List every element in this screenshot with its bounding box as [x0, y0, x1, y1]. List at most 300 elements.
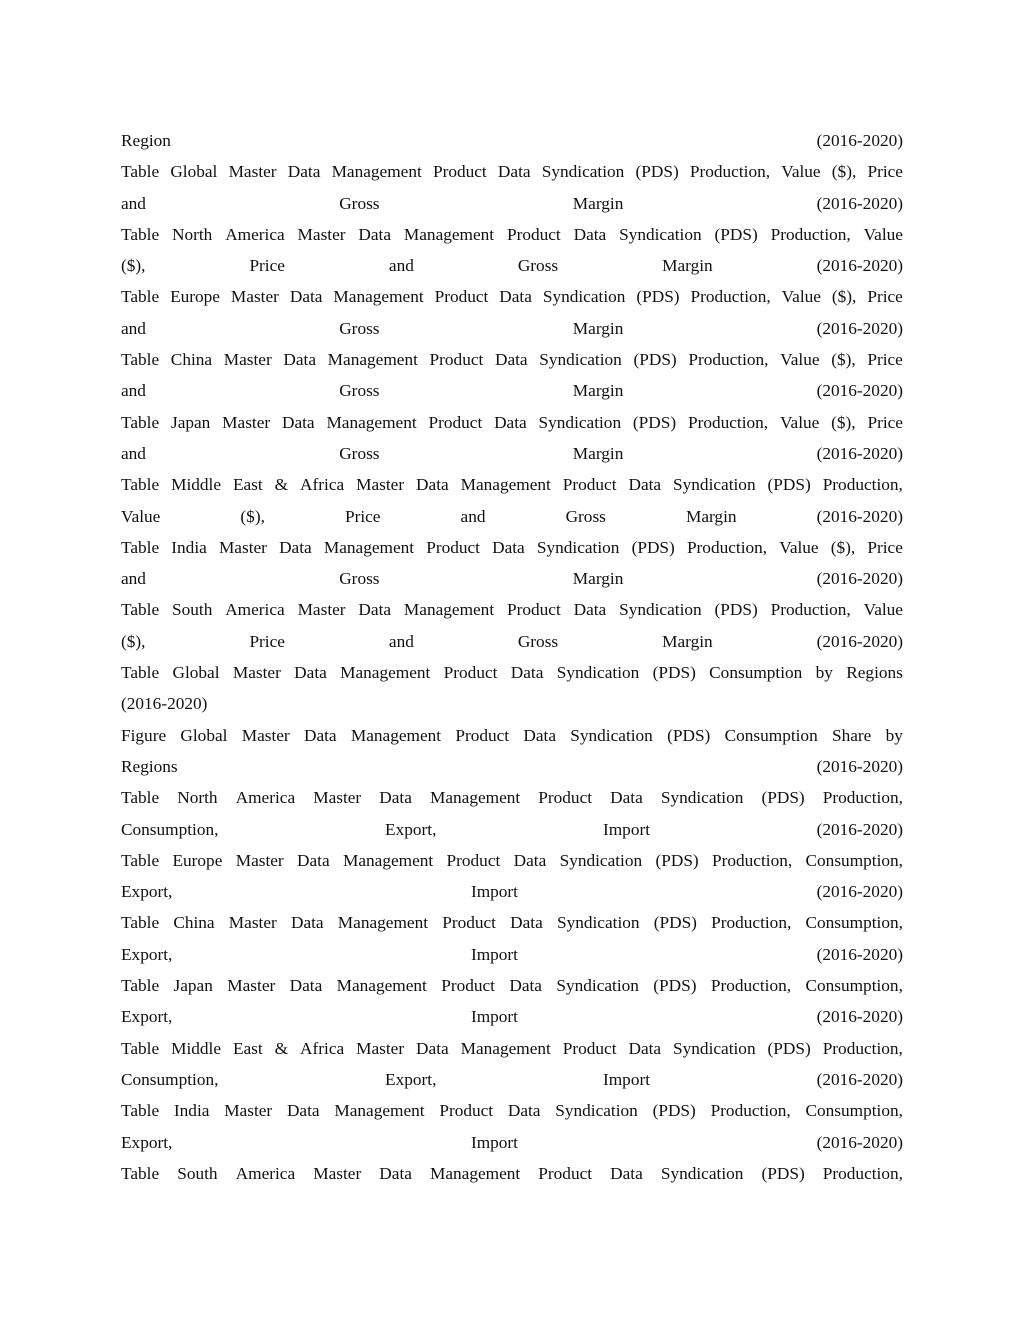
word: Data [497, 162, 531, 182]
word: Data [289, 976, 323, 996]
word: America [225, 600, 285, 620]
word: (2016-2020) [816, 381, 903, 401]
word: Table [121, 1038, 160, 1058]
word: Production, [689, 162, 771, 182]
word: Production, [687, 412, 769, 432]
word: Syndication [542, 287, 626, 307]
word: Africa [300, 1038, 345, 1058]
word: Consumption [709, 663, 803, 683]
word: (2016-2020) [816, 569, 903, 589]
word: Import [470, 1132, 518, 1152]
word: Gross [339, 569, 380, 589]
text-line [121, 594, 903, 625]
word: Price [867, 537, 903, 557]
word: Gross [339, 381, 380, 401]
word: Product [562, 1038, 617, 1058]
word: Gross [339, 318, 380, 338]
word: Product [538, 788, 593, 808]
word: Syndication [556, 976, 639, 996]
text-line [121, 688, 903, 719]
text-line [121, 970, 903, 1001]
word: Management [430, 1163, 521, 1183]
text-line [121, 375, 903, 406]
word: Export, [121, 1132, 173, 1152]
word: Global [170, 162, 218, 182]
word: (PDS) [636, 287, 680, 307]
word: Figure [121, 725, 167, 745]
word: Table [121, 1163, 160, 1183]
word: Management [326, 412, 417, 432]
word: America [235, 788, 296, 808]
text-line [121, 1064, 903, 1095]
text-line [121, 532, 903, 563]
word: Management [331, 162, 422, 182]
text-line [121, 939, 903, 970]
word: ($), [831, 412, 856, 432]
word: Data [628, 475, 662, 495]
word: Data [513, 850, 547, 870]
word: Data [286, 1101, 320, 1121]
word: Production, [770, 224, 851, 244]
word: Product [429, 350, 484, 370]
word: Management [350, 725, 442, 745]
word: Product [506, 224, 561, 244]
word: (PDS) [761, 1163, 805, 1183]
word: Share [831, 725, 872, 745]
word: Product [426, 537, 480, 557]
word: Master [241, 725, 290, 745]
word: Syndication [559, 850, 643, 870]
word: America [235, 1163, 296, 1183]
word: Table [121, 663, 160, 683]
word: Production, [822, 1163, 903, 1183]
word: Table [121, 913, 160, 933]
word: (2016-2020) [816, 131, 903, 150]
word: Japan [170, 412, 211, 432]
word: Data [416, 475, 449, 495]
word: Data [509, 976, 542, 996]
word: Master [297, 224, 346, 244]
text-line [121, 563, 903, 594]
word: & [274, 1038, 289, 1058]
word: Table [121, 537, 160, 557]
text-line [121, 313, 903, 344]
word: Table [121, 850, 160, 870]
word: Margin [662, 256, 713, 276]
word: Master [235, 850, 284, 870]
word: Margin [572, 193, 624, 213]
word: by [815, 663, 833, 683]
text-line [121, 876, 903, 907]
text-line [121, 1095, 903, 1126]
word: (PDS) [635, 162, 679, 182]
word: Table [121, 788, 160, 808]
word: Consumption, [805, 850, 903, 870]
word: Product [446, 850, 501, 870]
word: (PDS) [652, 663, 696, 683]
word: Master [223, 350, 272, 370]
word: Data [499, 287, 532, 307]
word: Syndication [619, 224, 702, 244]
word: Value [121, 506, 161, 526]
word: Value [781, 287, 821, 307]
word: Data [290, 913, 324, 933]
word: (PDS) [761, 788, 805, 808]
word: Gross [517, 631, 559, 651]
word: Management [334, 1101, 425, 1121]
word: Management [403, 600, 495, 620]
word: Product [428, 412, 483, 432]
word: Syndication [673, 1038, 756, 1058]
word: (PDS) [714, 224, 758, 244]
word: Master [218, 537, 267, 557]
word: Value [863, 224, 903, 244]
word: Master [232, 663, 281, 683]
word: ($), [121, 631, 146, 651]
word: (2016-2020) [816, 506, 903, 526]
word: Export, [385, 819, 437, 839]
word: Data [279, 537, 312, 557]
word: Price [344, 506, 381, 526]
word: Price [249, 256, 285, 276]
word: Syndication [556, 663, 640, 683]
word: Data [628, 1038, 662, 1058]
word: Import [602, 1069, 651, 1089]
word: Product [455, 725, 510, 745]
word: Table [121, 412, 160, 432]
word: Production, [822, 788, 903, 808]
word: Product [506, 600, 561, 620]
word: (2016-2020) [816, 443, 903, 463]
word: (2016-2020) [121, 694, 208, 714]
word: (2016-2020) [816, 1007, 903, 1027]
word: (PDS) [652, 1101, 696, 1121]
word: Product [432, 162, 487, 182]
word: Master [224, 1101, 273, 1121]
word: South [177, 1163, 218, 1183]
word: Global [180, 725, 228, 745]
word: Price [867, 162, 903, 182]
word: Syndication [570, 725, 653, 745]
word: Consumption [724, 725, 818, 745]
word: Export, [121, 944, 173, 964]
text-line [121, 1001, 903, 1032]
word: (2016-2020) [816, 1069, 903, 1089]
word: Middle [171, 475, 221, 495]
word: Gross [339, 193, 380, 213]
word: Region [121, 131, 171, 150]
text-line [121, 626, 903, 657]
text-line [121, 814, 903, 845]
word: Management [460, 475, 551, 495]
word: Management [342, 850, 434, 870]
word: and [121, 569, 146, 589]
text-line [121, 407, 903, 438]
word: Data [523, 725, 556, 745]
word: Gross [339, 443, 380, 463]
word: ($), [240, 506, 265, 526]
word: Data [303, 725, 337, 745]
word: Syndication [538, 412, 622, 432]
word: Management [460, 1038, 551, 1058]
word: Data [379, 788, 412, 808]
word: Value [779, 412, 820, 432]
word: & [274, 475, 289, 495]
word: and [121, 443, 146, 463]
word: (PDS) [767, 1038, 811, 1058]
word: Data [494, 412, 527, 432]
word: and [121, 381, 146, 401]
word: Product [434, 287, 489, 307]
word: North [177, 788, 218, 808]
word: Master [228, 162, 277, 182]
text-line [121, 156, 903, 187]
word: Consumption, [805, 976, 903, 996]
word: Price [867, 412, 903, 432]
word: (2016-2020) [816, 256, 903, 276]
word: Master [222, 412, 271, 432]
word: ($), [830, 537, 856, 557]
word: (2016-2020) [816, 819, 903, 839]
word: ($), [831, 287, 857, 307]
word: Data [416, 1038, 449, 1058]
word: Table [121, 224, 160, 244]
word: Data [610, 1163, 643, 1183]
word: Margin [572, 381, 624, 401]
word: Production, [686, 537, 768, 557]
word: Import [470, 944, 518, 964]
word: Management [327, 350, 418, 370]
text-line [121, 782, 903, 813]
word: Margin [572, 569, 624, 589]
word: Export, [121, 882, 173, 902]
word: (2016-2020) [816, 193, 903, 213]
word: East [232, 475, 263, 495]
word: Import [470, 1007, 518, 1027]
word: Data [287, 162, 321, 182]
word: Price [867, 350, 903, 370]
word: Data [507, 1101, 541, 1121]
word: Data [294, 663, 327, 683]
word: Table [121, 1101, 160, 1121]
word: Master [227, 976, 276, 996]
word: (PDS) [653, 976, 697, 996]
word: Margin [572, 318, 624, 338]
word: Data [283, 350, 317, 370]
word: Syndication [536, 537, 620, 557]
word: Regions [846, 663, 903, 683]
word: (PDS) [767, 475, 811, 495]
word: (2016-2020) [816, 631, 903, 651]
word: South [172, 600, 213, 620]
text-line [121, 344, 903, 375]
word: Consumption, [121, 819, 219, 839]
word: (2016-2020) [816, 882, 903, 902]
word: Margin [685, 506, 737, 526]
word: Management [337, 913, 429, 933]
text-line [121, 469, 903, 500]
word: (PDS) [653, 913, 697, 933]
word: Syndication [539, 350, 622, 370]
word: Europe [170, 287, 220, 307]
word: Table [121, 475, 160, 495]
text-line [121, 250, 903, 281]
word: Price [867, 287, 903, 307]
document-body [121, 125, 903, 1189]
word: Syndication [541, 162, 625, 182]
text-line [121, 281, 903, 312]
text-line [121, 438, 903, 469]
word: ($), [831, 350, 856, 370]
word: Gross [517, 256, 559, 276]
word: and [388, 256, 414, 276]
word: Product [562, 475, 617, 495]
word: (2016-2020) [816, 318, 903, 338]
word: ($), [831, 162, 857, 182]
word: Production, [711, 913, 792, 933]
word: Japan [173, 976, 213, 996]
word: Master [356, 475, 405, 495]
word: (PDS) [632, 412, 677, 432]
word: Master [356, 1038, 405, 1058]
word: Data [573, 600, 607, 620]
word: (2016-2020) [816, 944, 903, 964]
word: Master [297, 600, 346, 620]
word: Price [249, 631, 285, 651]
word: Production, [822, 1038, 903, 1058]
text-line [121, 219, 903, 250]
word: and [460, 506, 486, 526]
word: Management [429, 788, 521, 808]
word: Syndication [619, 600, 702, 620]
word: Data [281, 412, 315, 432]
word: Consumption, [121, 1069, 219, 1089]
word: Regions [121, 756, 178, 776]
text-line [121, 1033, 903, 1064]
word: Value [781, 162, 821, 182]
word: Product [439, 1101, 494, 1121]
word: Consumption, [805, 913, 903, 933]
text-line [121, 720, 903, 751]
word: North [172, 224, 213, 244]
word: Middle [171, 1038, 221, 1058]
word: East [232, 1038, 263, 1058]
word: Master [228, 913, 277, 933]
word: Production, [710, 976, 792, 996]
word: Data [289, 287, 323, 307]
word: Data [510, 663, 544, 683]
word: (PDS) [714, 600, 758, 620]
word: Import [470, 882, 518, 902]
word: by [885, 725, 903, 745]
word: Table [121, 600, 160, 620]
word: Master [313, 1163, 362, 1183]
word: and [121, 318, 146, 338]
word: Data [573, 224, 607, 244]
text-line [121, 188, 903, 219]
word: Data [494, 350, 528, 370]
word: (2016-2020) [816, 1132, 903, 1152]
text-line [121, 1158, 903, 1189]
text-line [121, 845, 903, 876]
word: Product [443, 663, 498, 683]
word: Export, [121, 1007, 173, 1027]
word: Table [121, 287, 160, 307]
word: (PDS) [633, 350, 677, 370]
word: Management [323, 537, 415, 557]
word: Syndication [660, 788, 744, 808]
word: Syndication [556, 913, 640, 933]
word: Syndication [555, 1101, 638, 1121]
word: Data [297, 850, 330, 870]
word: Management [403, 224, 495, 244]
text-line [121, 1127, 903, 1158]
word: (2016-2020) [816, 756, 903, 776]
text-line [121, 501, 903, 532]
word: Master [230, 287, 279, 307]
word: Management [336, 976, 427, 996]
word: Data [379, 1163, 412, 1183]
word: Data [510, 913, 543, 933]
word: Syndication [673, 475, 756, 495]
word: Production, [822, 475, 903, 495]
word: Table [121, 976, 160, 996]
word: Data [358, 224, 392, 244]
word: Import [602, 819, 651, 839]
word: India [173, 1101, 210, 1121]
word: Product [538, 1163, 593, 1183]
word: Table [121, 162, 160, 182]
word: Management [340, 663, 431, 683]
word: Export, [385, 1069, 437, 1089]
word: Master [313, 788, 362, 808]
word: Syndication [660, 1163, 744, 1183]
word: America [225, 224, 285, 244]
word: Production, [770, 600, 851, 620]
word: Production, [712, 850, 793, 870]
word: and [388, 631, 414, 651]
text-line [121, 907, 903, 938]
word: Margin [572, 443, 624, 463]
word: Margin [662, 631, 713, 651]
word: Table [121, 350, 160, 370]
text-line [121, 657, 903, 688]
word: (PDS) [667, 725, 711, 745]
word: and [121, 193, 146, 213]
word: Product [441, 976, 495, 996]
word: Africa [300, 475, 345, 495]
word: (PDS) [631, 537, 675, 557]
text-line [121, 125, 903, 156]
word: Global [172, 663, 220, 683]
text-line [121, 751, 903, 782]
word: Value [779, 537, 819, 557]
word: Data [610, 788, 643, 808]
word: (PDS) [655, 850, 699, 870]
word: Management [333, 287, 424, 307]
word: Gross [565, 506, 606, 526]
word: Value [863, 600, 903, 620]
word: Production, [690, 287, 771, 307]
word: Value [780, 350, 820, 370]
word: Europe [172, 850, 223, 870]
word: Product [442, 913, 496, 933]
word: Production, [710, 1101, 791, 1121]
word: Consumption, [805, 1101, 903, 1121]
word: Data [358, 600, 392, 620]
word: China [170, 350, 213, 370]
word: Data [492, 537, 525, 557]
